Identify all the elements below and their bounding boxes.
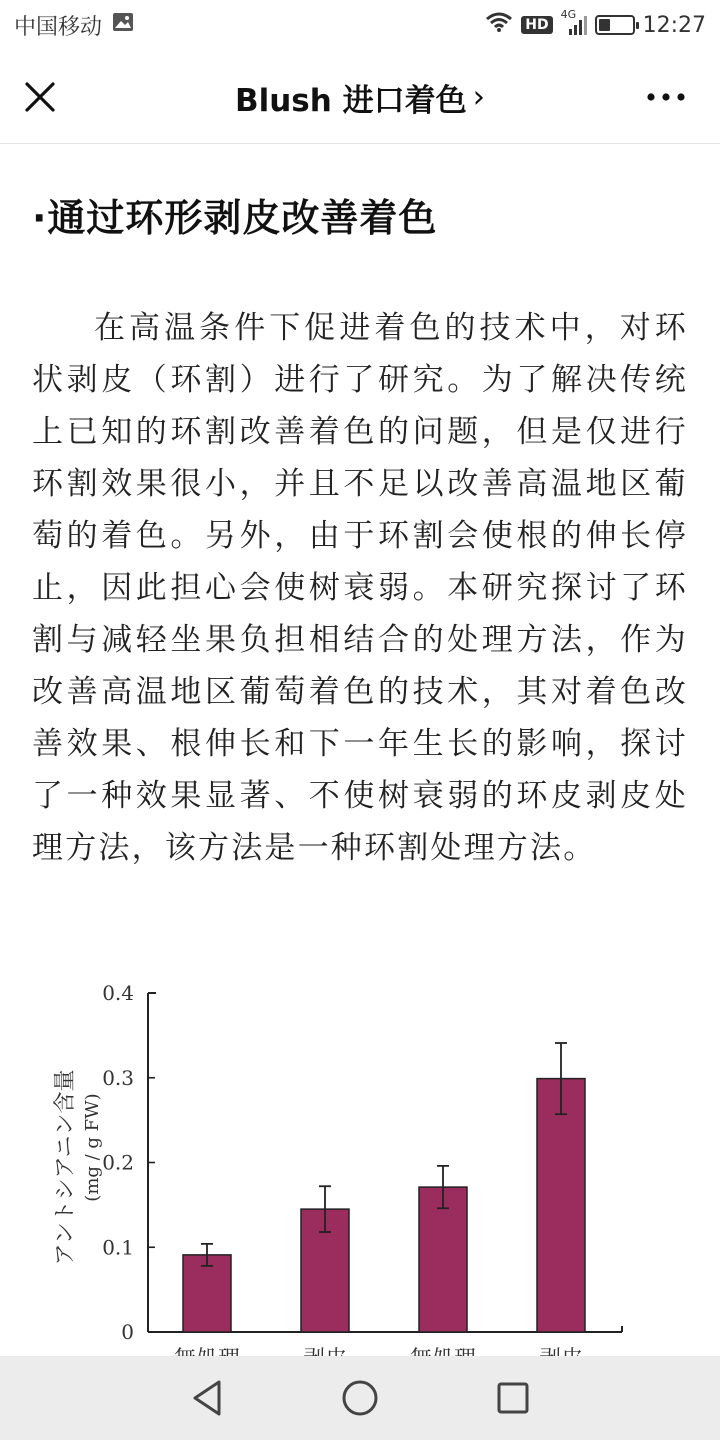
article-paragraph: 在高温条件下促进着色的技术中，对环状剥皮（环割）进行了研究。为了解决传统上已知的环割改善着色的问题，但是仅进行环割效果很小，并且不足以改善高温地区葡萄的着色。另外，由于环割会使根的伸长停止，因此担心会使树衰弱。本研究探讨了环割与减轻坐果负担相结合的处理方法，作为改善高温地区葡萄着色的技术，其对着色改善效果、根伸长和下一年生长的影响，探讨了一种效果显著、不使树衰弱的环皮剥皮处理方法，该方法是一种环割处理方法。	[32, 310, 688, 866]
status-right	[485, 8, 706, 39]
back-triangle-icon	[189, 1378, 225, 1418]
battery-level	[599, 19, 610, 31]
header-title-text: Blush 进口着色	[234, 82, 467, 119]
y-tick-label: 0.3	[102, 1065, 134, 1090]
header-bar	[0, 50, 720, 144]
y-tick-label: 0	[121, 1320, 134, 1344]
image-notification-icon	[112, 12, 134, 38]
more-dots-icon	[646, 92, 686, 102]
bar	[537, 1079, 585, 1332]
recents-button[interactable]	[489, 1374, 537, 1422]
home-button[interactable]	[336, 1374, 384, 1422]
status-bar	[0, 0, 720, 50]
carrier-label: 中国移动	[14, 14, 103, 40]
anthocyanin-chart	[0, 975, 720, 1375]
system-nav-bar	[0, 1356, 720, 1440]
y-tick-label: 0.4	[102, 981, 134, 1005]
clock: 12:27	[642, 12, 706, 38]
recents-square-icon	[495, 1380, 531, 1416]
wifi-icon	[485, 11, 513, 39]
network-type: 4G	[560, 8, 577, 21]
back-button[interactable]	[183, 1374, 231, 1422]
more-button[interactable]	[646, 77, 686, 117]
signal-icon	[560, 8, 587, 36]
y-tick-label: 0.2	[102, 1150, 134, 1175]
home-circle-icon	[340, 1378, 380, 1418]
section-heading: ·通过环形剥皮改善着色	[32, 196, 438, 240]
battery-icon	[595, 15, 635, 35]
header-title	[0, 50, 720, 144]
y-axis-label: アントシアニン含量	[53, 1069, 78, 1266]
status-left	[14, 10, 134, 41]
y-axis-unit: (mg / g FW)	[82, 1093, 103, 1202]
y-tick-label: 0.1	[102, 1235, 134, 1260]
close-button[interactable]	[20, 77, 60, 117]
close-icon	[20, 77, 60, 117]
chevron-right-icon: ›	[472, 79, 486, 115]
chart-svg	[0, 975, 720, 1375]
hd-badge: HD	[521, 16, 552, 34]
article-content	[0, 145, 720, 1356]
